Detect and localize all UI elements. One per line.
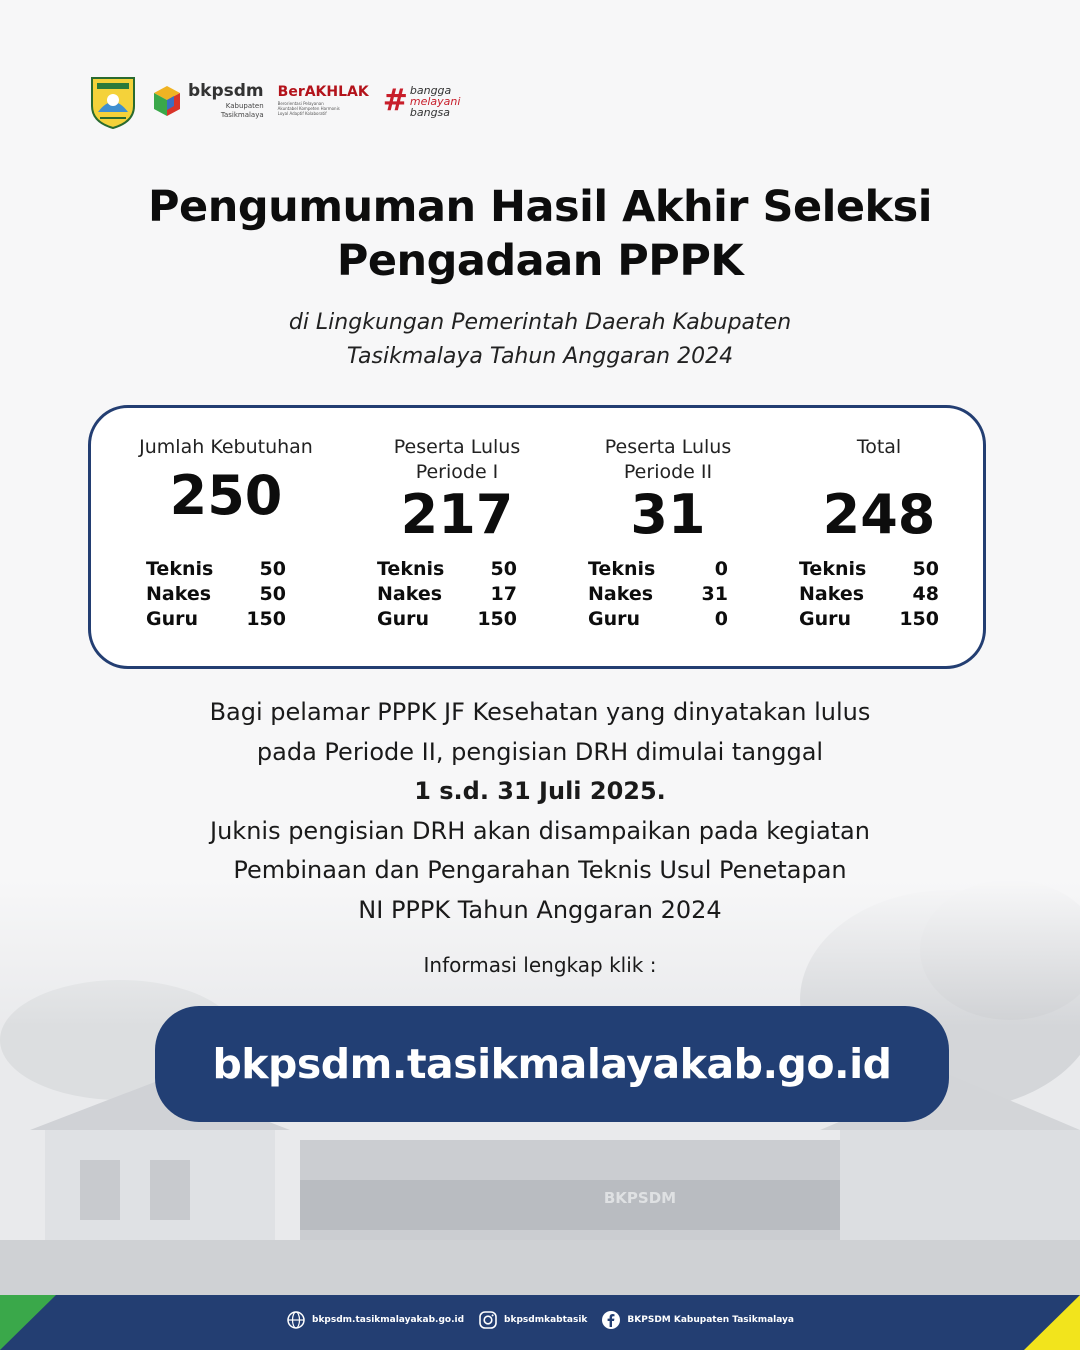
bkpsdm-sub-line1: Kabupaten (225, 102, 264, 111)
bangga-line1: bangga (409, 83, 452, 97)
stat-row-nakes: Nakes 50 (146, 583, 286, 605)
stat-row-guru: Guru 0 (588, 608, 728, 630)
stat-label-line1: Peserta Lulus (604, 436, 732, 458)
bkpsdm-sub-line2: Tasikmalaya (220, 110, 264, 119)
stat-row-teknis: Teknis 50 (377, 558, 517, 580)
stat-lulus-periode-1 (357, 435, 557, 630)
berakhlak-tagline: Berorientasi Pelayanan Akuntabel Kompeten Harmonis Loyal Adaptif Kolaboratif (277, 101, 340, 116)
bangga-hash: # (382, 83, 408, 118)
tasikmalaya-regency-emblem-icon (88, 72, 138, 130)
berakhlak-name: BerAKHLAK (277, 84, 369, 101)
info-label: Informasi lengkap klik : (423, 953, 657, 977)
bkpsdm-cube-icon (152, 84, 182, 118)
header-logos (88, 72, 460, 130)
bangga-melayani-bangsa-logo (383, 85, 461, 118)
stat-row-teknis: Teknis 50 (799, 558, 939, 580)
stat-row-nakes: Nakes 48 (799, 583, 939, 605)
footer-instagram[interactable] (478, 1310, 587, 1330)
stat-breakdown (799, 557, 939, 632)
stat-row-guru: Guru 150 (799, 608, 939, 630)
stat-label-line1: Peserta Lulus (393, 436, 521, 458)
berakhlak-logo (278, 85, 369, 116)
stat-label: Total (856, 436, 902, 458)
stat-row-teknis: Teknis 50 (146, 558, 286, 580)
stat-row-guru: Guru 150 (377, 608, 517, 630)
footer-website-text: bkpsdm.tasikmalayakab.go.id (312, 1315, 465, 1325)
stat-breakdown (146, 557, 286, 632)
stat-value: 31 (630, 483, 706, 546)
stat-row-nakes: Nakes 17 (377, 583, 517, 605)
page-title (60, 180, 1020, 288)
body-date: 1 s.d. 31 Juli 2025. (414, 777, 666, 805)
stat-row-guru: Guru 150 (146, 608, 286, 630)
stat-value: 250 (169, 464, 283, 527)
instagram-icon (478, 1310, 498, 1330)
footer-facebook-text: BKPSDM Kabupaten Tasikmalaya (627, 1315, 794, 1325)
footer-facebook[interactable] (601, 1310, 794, 1330)
page-subtitle (140, 306, 940, 374)
stat-label-line2: Periode I (415, 461, 499, 483)
subtitle-line2: Tasikmalaya Tahun Anggaran 2024 (346, 344, 734, 369)
bangga-line2: melayani (409, 94, 461, 108)
stat-total (779, 435, 979, 630)
globe-icon (286, 1310, 306, 1330)
body-line2: pada Periode II, pengisian DRH dimulai tanggal (256, 737, 824, 766)
announcement-body (100, 693, 980, 930)
subtitle-line1: di Lingkungan Pemerintah Daerah Kabupaten (288, 310, 792, 335)
stat-row-nakes: Nakes 31 (588, 583, 728, 605)
body-line4: Pembinaan dan Pengarahan Teknis Usul Penetapan (233, 856, 847, 884)
body-line1: Bagi pelamar PPPK JF Kesehatan yang dinyatakan lulus (209, 698, 871, 726)
stat-label-line2: Periode II (623, 461, 713, 483)
stat-value: 248 (822, 483, 936, 546)
bangga-line3: bangsa (409, 105, 451, 119)
bkpsdm-logo (152, 83, 264, 118)
stat-row-teknis: Teknis 0 (588, 558, 728, 580)
bkpsdm-name: bkpsdm (188, 81, 264, 102)
stat-label: Jumlah Kebutuhan (139, 436, 313, 458)
stat-breakdown (377, 557, 517, 632)
stat-breakdown (588, 557, 728, 632)
website-link-button[interactable]: bkpsdm.tasikmalayakab.go.id (155, 1006, 949, 1122)
footer-bar (0, 1295, 1080, 1350)
stat-lulus-periode-2 (568, 435, 768, 630)
stats-panel (88, 405, 986, 669)
stat-jumlah-kebutuhan (126, 435, 326, 630)
title-line1: Pengumuman Hasil Akhir Seleksi (148, 182, 932, 232)
body-line5: NI PPPK Tahun Anggaran 2024 (358, 895, 722, 924)
facebook-icon (601, 1310, 621, 1330)
footer-website[interactable] (286, 1310, 464, 1330)
body-line3: Juknis pengisian DRH akan disampaikan pada kegiatan (210, 816, 870, 845)
footer-instagram-text: bkpsdmkabtasik (504, 1315, 588, 1325)
stat-value: 217 (400, 483, 514, 546)
title-line2: Pengadaan PPPK (336, 236, 744, 286)
